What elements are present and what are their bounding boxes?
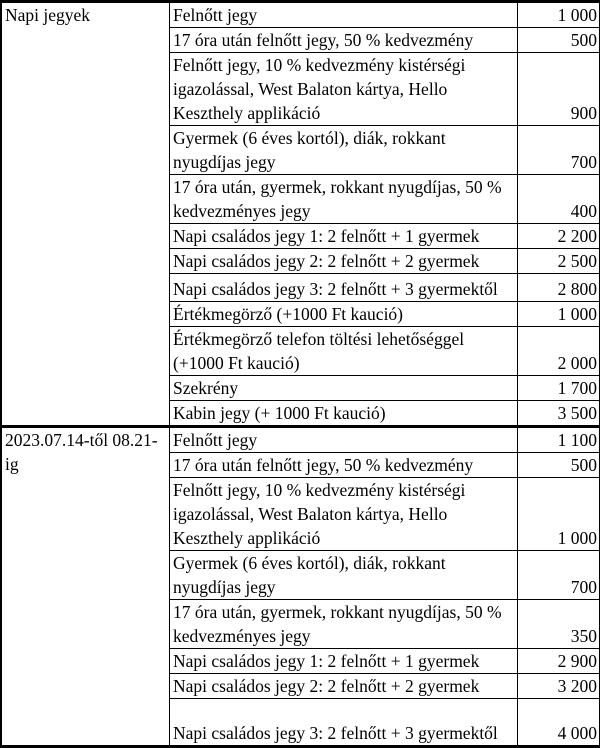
ticket-price: 1 100: [518, 427, 600, 453]
ticket-price: 350: [518, 600, 600, 649]
ticket-description: 17 óra után felnőtt jegy, 50 % kedvezmény: [170, 28, 518, 53]
ticket-price: 1 700: [518, 376, 600, 401]
table-row: [1, 2, 600, 28]
ticket-price: 2 000: [518, 327, 600, 376]
ticket-description: Felnőtt jegy, 10 % kedvezmény kistérségi igazolással, West Balaton kártya, Hello Keszthely applikáció: [170, 478, 518, 551]
category-cell: Napi jegyek: [1, 2, 170, 427]
ticket-description: Napi családos jegy 3: 2 felnőtt + 3 gyermektől: [170, 274, 518, 302]
ticket-price: 3 200: [518, 674, 600, 699]
ticket-price: 1 000: [518, 302, 600, 327]
ticket-description: Felnőtt jegy, 10 % kedvezmény kistérségi igazolással, West Balaton kártya, Hello Keszthely applikáció: [170, 53, 518, 126]
ticket-description: Értékmegörző telefon töltési lehetőséggel (+1000 Ft kaució): [170, 327, 518, 376]
table-row: [1, 427, 600, 453]
ticket-description: Napi családos jegy 2: 2 felnőtt + 2 gyermek: [170, 674, 518, 699]
ticket-description: Napi családos jegy 1: 2 felnőtt + 1 gyermek: [170, 224, 518, 249]
ticket-price: 2 500: [518, 249, 600, 274]
ticket-description: Gyermek (6 éves kortól), diák, rokkant nyugdíjas jegy: [170, 551, 518, 600]
ticket-price: 4 000: [518, 699, 600, 747]
ticket-price: 2 800: [518, 274, 600, 302]
ticket-price: 400: [518, 175, 600, 224]
ticket-description: Napi családos jegy 1: 2 felnőtt + 1 gyermek: [170, 649, 518, 674]
ticket-price: 1 000: [518, 478, 600, 551]
ticket-price: 900: [518, 53, 600, 126]
group-napi-jegyek: [1, 2, 600, 427]
ticket-price: 700: [518, 551, 600, 600]
category-cell: 2023.07.14-től 08.21-ig: [1, 427, 170, 747]
ticket-description: 17 óra után, gyermek, rokkant nyugdíjas, 50 % kedvezményes jegy: [170, 600, 518, 649]
ticket-price: 2 200: [518, 224, 600, 249]
ticket-description: Kabin jegy (+ 1000 Ft kaució): [170, 401, 518, 427]
ticket-description: Szekrény: [170, 376, 518, 401]
ticket-price: 500: [518, 453, 600, 478]
ticket-description: 17 óra után, gyermek, rokkant nyugdíjas, 50 % kedvezményes jegy: [170, 175, 518, 224]
ticket-description: Felnőtt jegy: [170, 2, 518, 28]
ticket-description: Értékmegörző (+1000 Ft kaució): [170, 302, 518, 327]
ticket-description: 17 óra után felnőtt jegy, 50 % kedvezmény: [170, 453, 518, 478]
ticket-description: Napi családos jegy 2: 2 felnőtt + 2 gyermek: [170, 249, 518, 274]
ticket-price: 3 500: [518, 401, 600, 427]
ticket-price: 1 000: [518, 2, 600, 28]
ticket-description: Gyermek (6 éves kortól), diák, rokkant nyugdíjas jegy: [170, 126, 518, 175]
ticket-description: Felnőtt jegy: [170, 427, 518, 453]
group-summer-season: [1, 427, 600, 747]
ticket-price: 500: [518, 28, 600, 53]
ticket-description: Napi családos jegy 3: 2 felnőtt + 3 gyermektől: [170, 699, 518, 747]
ticket-price: 2 900: [518, 649, 600, 674]
ticket-price: 700: [518, 126, 600, 175]
